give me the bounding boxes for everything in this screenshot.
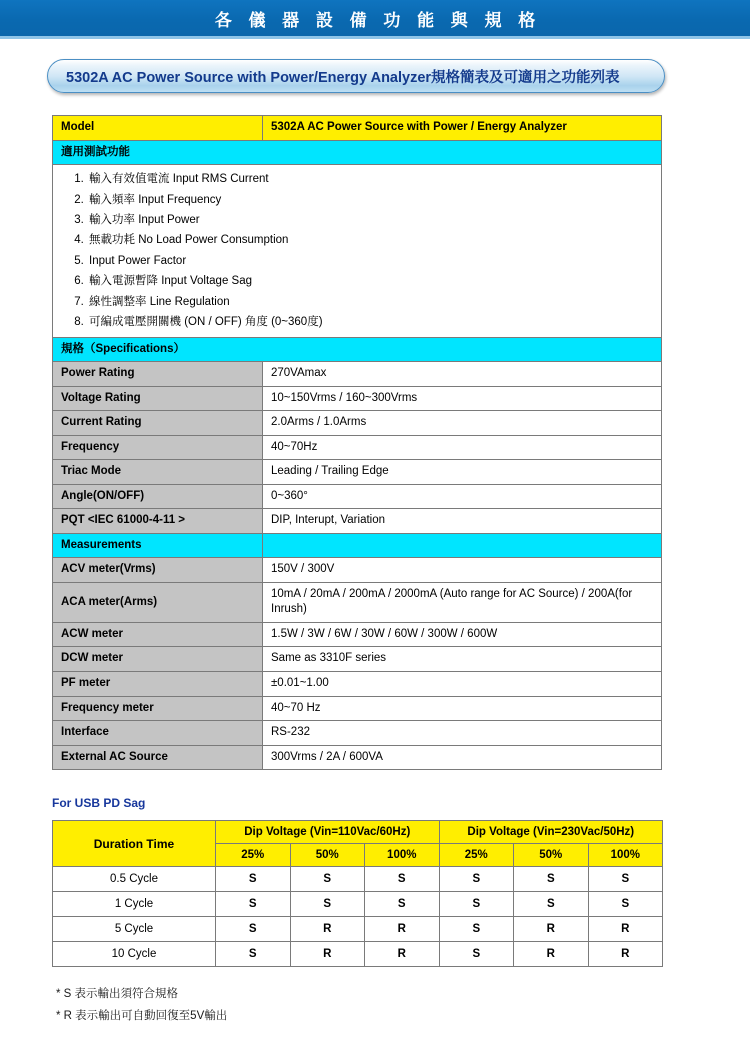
measurement-value: Same as 3310F series [263,647,662,672]
measurement-value: ±0.01~1.00 [263,672,662,697]
table-row [53,411,662,436]
table-row [53,696,662,721]
table-row-sag-group-header [53,821,663,844]
sag-subheader: 100% [588,844,663,867]
table-row [53,509,662,534]
measurement-label: Interface [53,721,263,746]
measurement-value: 1.5W / 3W / 6W / 30W / 60W / 300W / 600W [263,622,662,647]
usb-pd-sag-table-body [53,821,663,967]
usb-pd-sag-title: For USB PD Sag [52,796,146,811]
sag-cell: S [216,892,291,917]
spec-value: DIP, Interupt, Variation [263,509,662,534]
list-item: 1. 輸入有效值電流 Input RMS Current [87,169,653,189]
sag-cell: S [588,892,663,917]
usb-pd-sag-table [52,820,663,967]
section-heading-pill-wrapper [47,59,665,93]
list-item: 2. 輸入頻率 Input Frequency [87,190,653,210]
table-row [53,484,662,509]
table-row-functions-header [53,140,662,165]
measurement-value: 40~70 Hz [263,696,662,721]
sag-duration: 10 Cycle [53,942,216,967]
sag-cell: R [588,942,663,967]
table-row [53,622,662,647]
table-row-model [53,116,662,141]
measurement-value: RS-232 [263,721,662,746]
dip-voltage-110-header: Dip Voltage (Vin=110Vac/60Hz) [216,821,440,844]
table-row [53,672,662,697]
table-row-functions-list [53,165,662,338]
table-row [53,386,662,411]
table-row [53,435,662,460]
model-value: 5302A AC Power Source with Power / Energy Analyzer [263,116,662,141]
table-row [53,582,662,622]
spec-value: 40~70Hz [263,435,662,460]
table-row [53,942,663,967]
measurement-label: ACA meter(Arms) [53,582,263,622]
spec-label: Power Rating [53,362,263,387]
list-item: 3. 輸入功率 Input Power [87,210,653,230]
table-row [53,460,662,485]
usb-pd-sag-table-wrapper [52,820,662,967]
specification-table-wrapper [52,115,662,770]
table-row-measurements-header [53,533,662,558]
model-label: Model [53,116,263,141]
spec-value: Leading / Trailing Edge [263,460,662,485]
sag-cell: R [365,942,440,967]
section-heading-text: 5302A AC Power Source with Power/Energy Analyzer規格簡表及可適用之功能列表 [66,69,620,86]
measurement-label: PF meter [53,672,263,697]
sag-cell: S [514,892,589,917]
spec-label: Angle(ON/OFF) [53,484,263,509]
sag-duration: 1 Cycle [53,892,216,917]
sag-cell: S [439,867,514,892]
sag-subheader: 100% [365,844,440,867]
page-banner [0,0,750,39]
measurement-label: ACW meter [53,622,263,647]
footnote-s: * S 表示輸出須符合規格 [56,988,179,1001]
sag-cell: S [290,892,365,917]
spec-label: Frequency [53,435,263,460]
list-item: 7. 線性調整率 Line Regulation [87,292,653,312]
measurement-label: ACV meter(Vrms) [53,558,263,583]
table-row [53,892,663,917]
table-row [53,721,662,746]
list-item: 5. Input Power Factor [87,251,653,271]
spec-value: 10~150Vrms / 160~300Vrms [263,386,662,411]
sag-cell: R [290,942,365,967]
dip-voltage-230-header: Dip Voltage (Vin=230Vac/50Hz) [439,821,663,844]
measurement-value: 300Vrms / 2A / 600VA [263,745,662,770]
measurement-value: 10mA / 20mA / 200mA / 2000mA (Auto range for AC Source) / 200A(for Inrush) [263,582,662,622]
measurements-header-blank [263,533,662,558]
table-row [53,362,662,387]
sag-cell: R [514,917,589,942]
spec-label: PQT <IEC 61000-4-11 > [53,509,263,534]
spec-label: Voltage Rating [53,386,263,411]
sag-cell: S [514,867,589,892]
duration-time-header: Duration Time [53,821,216,867]
spec-value: 2.0Arms / 1.0Arms [263,411,662,436]
table-row [53,745,662,770]
sag-duration: 0.5 Cycle [53,867,216,892]
specification-table-body [53,116,662,770]
functions-list [61,169,653,333]
table-row [53,558,662,583]
spec-label: Triac Mode [53,460,263,485]
sag-cell: S [439,917,514,942]
measurement-value: 150V / 300V [263,558,662,583]
sag-cell: S [216,867,291,892]
sag-cell: R [588,917,663,942]
measurement-label: Frequency meter [53,696,263,721]
spec-value: 0~360° [263,484,662,509]
measurement-label: DCW meter [53,647,263,672]
list-item: 6. 輸入電源暫降 Input Voltage Sag [87,271,653,291]
sag-cell: S [365,867,440,892]
spec-label: Current Rating [53,411,263,436]
footnotes [56,983,750,1028]
measurements-header: Measurements [53,533,263,558]
sag-subheader: 25% [439,844,514,867]
table-row [53,867,663,892]
sag-cell: R [290,917,365,942]
functions-header: 適用測試功能 [53,140,662,165]
table-row [53,917,663,942]
sag-cell: S [365,892,440,917]
specifications-header: 規格（Specifications） [53,337,662,362]
sag-subheader: 25% [216,844,291,867]
sag-cell: S [439,892,514,917]
sag-cell: S [439,942,514,967]
spec-value: 270VAmax [263,362,662,387]
section-heading-pill [47,59,665,93]
list-item: 4. 無載功耗 No Load Power Consumption [87,230,653,250]
functions-list-cell [53,165,662,338]
sag-cell: S [588,867,663,892]
specification-table [52,115,662,770]
page-title: 各 儀 器 設 備 功 能 與 規 格 [214,10,542,30]
sag-cell: S [216,942,291,967]
sag-cell: R [514,942,589,967]
list-item: 8. 可編成電壓開關機 (ON / OFF) 角度 (0~360度) [87,312,653,332]
measurement-label: External AC Source [53,745,263,770]
footnote-r: * R 表示輸出可自動回復至5V輸出 [56,1010,228,1023]
sag-subheader: 50% [290,844,365,867]
sag-cell: R [365,917,440,942]
table-row [53,647,662,672]
sag-subheader: 50% [514,844,589,867]
sag-cell: S [290,867,365,892]
sag-duration: 5 Cycle [53,917,216,942]
sag-cell: S [216,917,291,942]
table-row-specifications-header [53,337,662,362]
